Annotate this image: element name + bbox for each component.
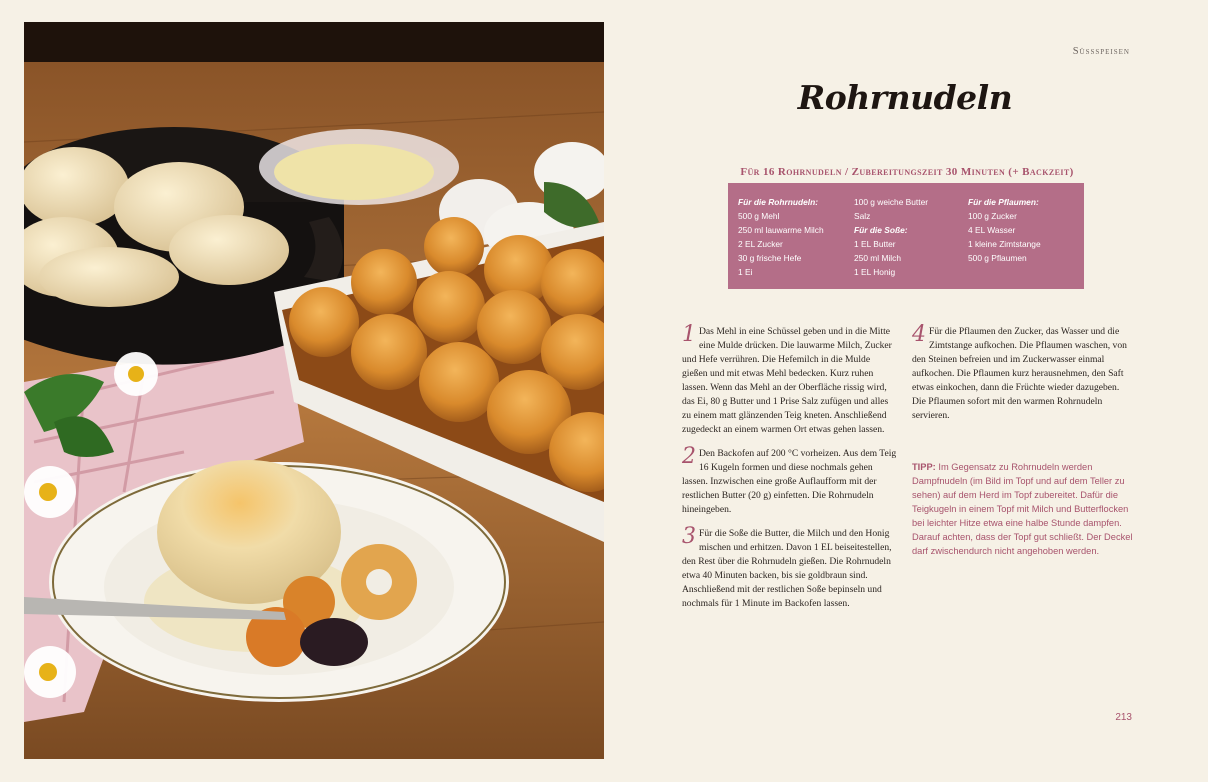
steps-column-left [682,322,898,621]
step-text: Das Mehl in eine Schüssel geben und in die Mitte eine Mulde drücken. Die lauwarme Milch, Zucker und Hefe verrühren. Die Hefemilch in die Mulde gießen und mit etwas Mehl bedecken. Kurz ruhen lassen. Wenn das Mehl an der Oberfläche rissig wird, das Ei, 80 g Butter und 1 Prise Salz zufügen und alles zu einem matt glänzenden Teig kneten. Anschließend zugedeckt an einem warmen Ort etwas gehen lassen. [682,326,892,435]
recipe-title: Rohrnudeln [797,78,1013,117]
page-number: 213 [1115,712,1132,723]
ingredient-item: 500 g Mehl [738,211,780,221]
ingredient-item: Salz [854,211,871,221]
ingredient-item: 1 Ei [738,267,753,277]
ingredients-column-2 [854,195,928,279]
step-number: 1 [682,322,696,347]
ingredient-item: 100 g Zucker [968,211,1017,221]
ingredient-item: 30 g frische Hefe [738,253,802,263]
ingredient-heading: Für die Pflaumen: [968,197,1039,207]
step-number: 3 [682,524,696,549]
tip-label: TIPP: [912,462,936,472]
ingredient-item: 4 EL Wasser [968,225,1016,235]
ingredient-heading: Für die Rohrnudeln: [738,197,819,207]
step-1 [682,322,898,437]
ingredient-item: 1 EL Honig [854,267,896,277]
section-header: Süssspeisen [1072,46,1130,57]
food-photo-illustration [24,22,604,759]
step-text: Den Backofen auf 200 °C vorheizen. Aus dem Teig 16 Kugeln formen und diese nochmals gehen lassen. Inzwischen eine große Auflaufform mit der restlichen Butter (20 g) einfetten. Die Rohrnudeln hineingeben. [682,448,897,515]
ingredient-item: 1 EL Butter [854,239,896,249]
tip-box [912,460,1138,558]
ingredient-item: 100 g weiche Butter [854,197,929,207]
food-photo [24,22,604,759]
steps-column-right [912,322,1128,433]
ingredient-item: 500 g Pflaumen [968,253,1027,263]
ingredient-item: 250 ml Milch [854,253,902,263]
ingredient-item: 250 ml lauwarme Milch [738,225,824,235]
step-number: 2 [682,444,696,469]
step-text: Für die Soße die Butter, die Milch und den Honig mischen und erhitzen. Davon 1 EL beiseitestellen, den Rest über die Rohrnudeln gießen. Die Rohrnudeln etwa 40 Minuten backen, bis sie goldbraun sind. Anschließend mit der restlichen Soße bepinseln und nochmals für 1 Minute im Backofen lassen. [682,528,892,609]
recipe-subtitle: Für 16 Rohrnudeln / Zubereitungszeit 30 Minuten (+ Backzeit) [740,166,1074,178]
step-2 [682,444,898,517]
ingredients-column-1 [738,195,824,279]
step-text: Für die Pflaumen den Zucker, das Wasser und die Zimtstange aufkochen. Die Pflaumen waschen, von den Steinen befreien und im Zuckerwasser einmal aufkochen. Die Pflaumen kurz herausnehmen, den Saft etwas einkochen, dann die Früchte wieder dazugeben. Die Pflaumen sofort mit den warmen Rohrnudeln servieren. [912,326,1127,421]
ingredients-column-3 [968,195,1041,265]
ingredient-item: 2 EL Zucker [738,239,783,249]
step-number: 4 [912,322,926,347]
ingredients-box [728,183,1084,289]
ingredient-item: 1 kleine Zimtstange [968,239,1041,249]
step-3 [682,524,898,611]
ingredient-heading: Für die Soße: [854,225,908,235]
step-4 [912,322,1128,423]
tip-text: Im Gegensatz zu Rohrnudeln werden Dampfnudeln (im Bild im Topf und auf dem Teller zu sehen) auf dem Herd im Topf zubereitet. Dafür die Teigkugeln in einem Topf mit Milch und Butterflocken bei leichter Hitze etwa eine halbe Stunde dampfen. Darauf achten, dass der Topf gut schließt. Der Deckel darf zwischendurch nicht angehoben werden. [912,462,1133,556]
